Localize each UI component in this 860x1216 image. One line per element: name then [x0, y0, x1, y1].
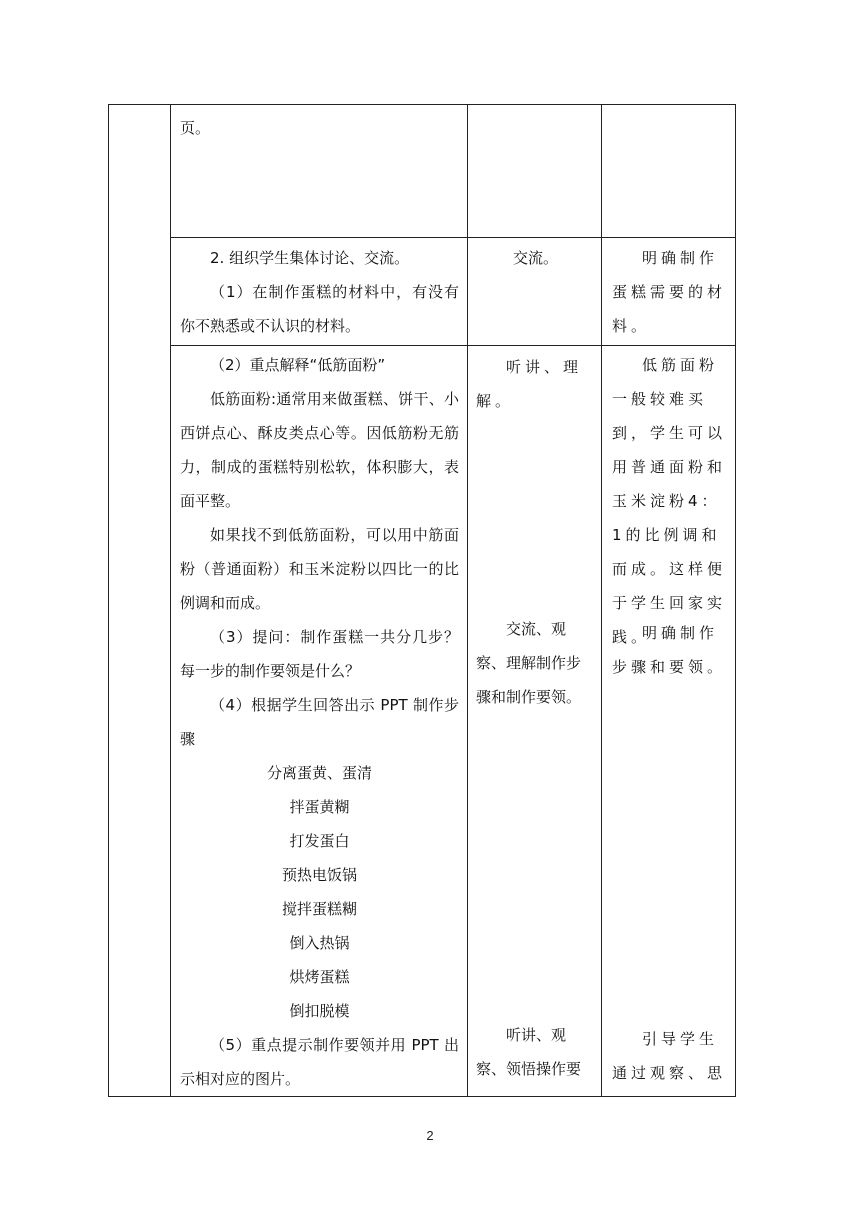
student-activity-text: 交流、观察、理解制作步骤和制作要领。 — [476, 620, 582, 706]
content-text: 2. 组织学生集体讨论、交流。 — [210, 249, 410, 267]
steps-list — [180, 756, 459, 1028]
content-text: 低筋面粉:通常用来做蛋糕、饼干、小西饼点心、酥皮类点心等。因低筋粉无筋力，制成的蛋糕特别松软，体积膨大，表面平整。 — [180, 390, 459, 510]
student-activity-cell — [468, 105, 602, 238]
student-activity-text: 交流。 — [512, 249, 558, 267]
step-item: 搅拌蛋糕糊 — [281, 900, 357, 918]
lesson-plan-table — [108, 104, 736, 1097]
content-text: 页。 — [180, 119, 211, 137]
step-item: 预热电饭锅 — [281, 866, 357, 884]
stage-cell — [109, 105, 171, 1097]
student-activity-text: 听讲、理解。 — [476, 358, 583, 410]
content-text: （3）提问：制作蛋糕一共分几步？每一步的制作要领是什么？ — [180, 628, 459, 680]
content-cell — [171, 238, 468, 346]
intent-text: 明确制作步骤和要领。 — [612, 624, 727, 676]
intent-cell — [602, 238, 736, 346]
step-item: 分离蛋黄、蛋清 — [266, 764, 372, 782]
content-text: 如果找不到低筋面粉，可以用中筋面粉（普通面粉）和玉米淀粉以四比一的比例调和而成。 — [180, 526, 459, 612]
intent-text: 引导学生通过观察、思 — [612, 1030, 727, 1082]
page-number: 2 — [426, 1128, 434, 1143]
student-activity-cell — [468, 238, 602, 346]
intent-cell — [602, 105, 736, 238]
intent-text: 明确制作蛋糕需要的材料。 — [612, 249, 727, 335]
content-text: （2）重点解释“低筋面粉” — [210, 356, 386, 374]
content-text: （1）在制作蛋糕的材料中，有没有你不熟悉或不认识的材料。 — [180, 283, 459, 335]
step-item: 倒入热锅 — [289, 934, 350, 952]
content-cell — [171, 105, 468, 238]
content-text: （4）根据学生回答出示 PPT 制作步骤 — [180, 696, 459, 748]
step-item: 倒扣脱模 — [289, 1002, 350, 1020]
table-row — [109, 346, 736, 1097]
intent-cell — [602, 346, 736, 1097]
step-item: 烘烤蛋糕 — [289, 968, 350, 986]
step-item: 打发蛋白 — [289, 832, 350, 850]
student-activity-text: 听讲、观察、领悟操作要 — [476, 1026, 582, 1078]
student-activity-cell — [468, 346, 602, 1097]
table-row — [109, 238, 736, 346]
table-row — [109, 105, 736, 238]
content-cell — [171, 346, 468, 1097]
content-text: （5）重点提示制作要领并用 PPT 出示相对应的图片。 — [180, 1036, 459, 1088]
step-item: 拌蛋黄糊 — [289, 798, 350, 816]
intent-text: 低筋面粉一般较难买到，学生可以用普通面粉和玉米淀粉4：1的比例调和而成。这样便于学生回家实践。 — [612, 356, 727, 646]
